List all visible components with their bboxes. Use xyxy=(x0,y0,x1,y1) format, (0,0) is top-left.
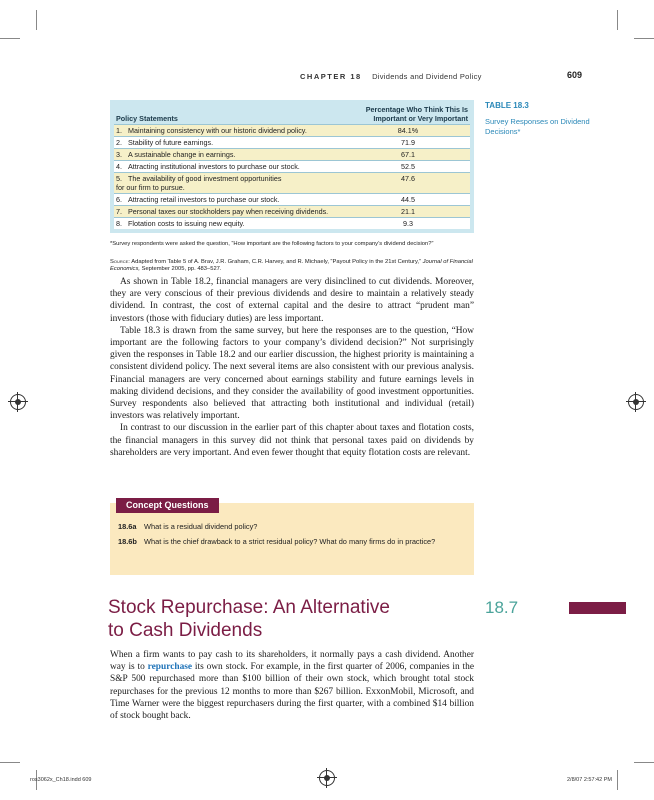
source-journal: Journal of Financial Economics, xyxy=(110,259,473,272)
row-number: 4. xyxy=(116,162,122,171)
row-number: 3. xyxy=(116,150,122,159)
section-number: 18.7 xyxy=(485,598,519,617)
print-slug-timestamp: 2/8/07 2:57:42 PM xyxy=(567,777,612,783)
table-header-row xyxy=(114,104,470,125)
table-row xyxy=(114,218,470,230)
table-row xyxy=(114,206,470,218)
print-slug-file: ros3062x_Ch18.indd 609 xyxy=(30,777,92,783)
row-number: 6. xyxy=(116,195,122,204)
percentage-cell: 67.1 xyxy=(346,149,470,161)
key-term: repurchase xyxy=(147,662,193,673)
question-text: What is the chief drawback to a strict residual policy? What do many firms do in practice? xyxy=(144,537,436,546)
registration-mark-icon xyxy=(628,394,644,410)
statement-cell xyxy=(114,137,346,149)
statement-cell xyxy=(114,149,346,161)
section-body xyxy=(110,649,474,722)
percentage-cell: 9.3 xyxy=(346,218,470,230)
percentage-cell: 47.6 xyxy=(346,173,470,194)
row-number: 1. xyxy=(116,126,122,135)
section-title-line2: to Cash Dividends xyxy=(108,620,263,641)
statement-text: The availability of good investment opportunities for our firm to pursue. xyxy=(116,174,282,192)
section-title-line1: Stock Repurchase: An Alternative xyxy=(108,597,390,618)
col-header-statements: Policy Statements xyxy=(114,104,346,125)
registration-mark-icon xyxy=(10,394,26,410)
body-text-block xyxy=(110,276,474,459)
source-end: September 2005, pp. 483–527. xyxy=(139,266,222,272)
statement-text: Maintaining consistency with our historic dividend policy. xyxy=(128,126,307,135)
row-number: 7. xyxy=(116,207,122,216)
crop-mark xyxy=(36,10,37,30)
statement-text: Personal taxes our stockholders pay when receiving dividends. xyxy=(128,207,329,216)
page-number: 609 xyxy=(567,70,583,80)
section-title xyxy=(108,596,468,642)
source-label: Source: xyxy=(110,259,130,265)
paragraph: Table 18.3 is drawn from the same survey, but here the responses are to the question, “How important are the following factors to your company’s dividend decision?” Not surprisingly given the responses in Table 18.2 and our earlier discussion, the highest priority is maintaining a consistent dividend policy. The next several items are also consistent with our previous analysis. Financial managers are very concerned about earnings stability and future earnings levels in making dividend decisions, and they consider the availability of good investment opportunities. Survey respondents also believed that attracting both institutional and individual (retail) investors was relatively important. xyxy=(110,325,474,422)
percentage-cell: 21.1 xyxy=(346,206,470,218)
concept-question-item xyxy=(118,537,468,547)
statement-cell xyxy=(114,173,346,194)
concept-questions-label: Concept Questions xyxy=(116,498,219,513)
table-footnote: *Survey respondents were asked the question, “How important are the following factors to your company’s dividend decision?” xyxy=(110,241,434,247)
row-number: 2. xyxy=(116,138,122,147)
crop-mark xyxy=(634,762,654,763)
percentage-cell: 84.1% xyxy=(346,125,470,137)
row-number: 8. xyxy=(116,219,122,228)
registration-mark-icon xyxy=(319,770,335,786)
section-marker-bar xyxy=(569,602,626,614)
statement-text: Stability of future earnings. xyxy=(128,138,214,147)
question-text: What is a residual dividend policy? xyxy=(144,522,258,531)
statement-text: A sustainable change in earnings. xyxy=(128,150,236,159)
text-run: its own stock. For example, in the first quarter of 2006, companies in the S&P 500 repurchased more than $100 billion of their own stock, which brought total stock repurchases for the previous 12 months to more than $267 billion. ExxonMobil, Microsoft, and Time Warner were the biggest repurchasers during the first quarter, with a combined $14 billion of stock bought back. xyxy=(110,662,475,722)
statement-text: Flotation costs to issuing new equity. xyxy=(128,219,245,228)
paragraph: As shown in Table 18.2, financial managers are very disinclined to cut dividends. Moreover, they are very conscious of their previous dividends and desire to maintain a relatively steady dividend. In contrast, the cost of external capital and the desire to attract “prudent man” investors (those with fiduciary duties) are less important. xyxy=(110,277,474,324)
survey-table xyxy=(114,104,470,229)
table-source xyxy=(110,259,474,273)
statement-cell xyxy=(114,218,346,230)
table-caption-subtitle: Survey Responses on Dividend Decisions* xyxy=(485,117,590,136)
statement-cell xyxy=(114,161,346,173)
percentage-cell: 52.5 xyxy=(346,161,470,173)
source-text: Adapted from Table 5 of A. Brav, J.R. Graham, C.R. Harvey, and R. Michaely, “Payout Policy in the 21st Century,” xyxy=(129,259,423,265)
table-row xyxy=(114,161,470,173)
chapter-title: Dividends and Dividend Policy xyxy=(372,72,482,81)
statement-text: Attracting institutional investors to purchase our stock. xyxy=(128,162,300,171)
table-row xyxy=(114,125,470,137)
question-number: 18.6a xyxy=(118,522,137,531)
paragraph: In contrast to our discussion in the earlier part of this chapter about taxes and flotation costs, the financial managers in this survey did not think that personal taxes paid on dividends by shareholders are very important. And even fewer thought that equity flotation costs are relevant. xyxy=(110,423,474,458)
col-header-percentage-line1: Percentage Who Think This Is xyxy=(365,105,468,114)
statement-cell xyxy=(114,125,346,137)
statement-cell xyxy=(114,206,346,218)
crop-mark xyxy=(0,762,20,763)
col-header-percentage xyxy=(346,104,470,125)
table-row xyxy=(114,194,470,206)
table-caption-title: TABLE 18.3 xyxy=(485,101,529,110)
text-run: When a firm wants to pay cash to its shareholders, it normally pays a cash dividend. Another way is to xyxy=(110,650,474,673)
statement-cell xyxy=(114,194,346,206)
paragraph xyxy=(110,649,474,722)
concept-question-item xyxy=(118,522,468,532)
crop-mark xyxy=(617,770,618,790)
row-number: 5. xyxy=(116,174,122,183)
table-row xyxy=(114,149,470,161)
percentage-cell: 71.9 xyxy=(346,137,470,149)
table-row xyxy=(114,173,470,194)
chapter-label: CHAPTER 18 xyxy=(300,72,362,81)
percentage-cell: 44.5 xyxy=(346,194,470,206)
crop-mark xyxy=(634,38,654,39)
running-head xyxy=(300,72,482,81)
crop-mark xyxy=(617,10,618,30)
col-header-percentage-line2: Important or Very Important xyxy=(373,114,468,123)
statement-text: Attracting retail investors to purchase our stock. xyxy=(128,195,280,204)
crop-mark xyxy=(0,38,20,39)
table-row xyxy=(114,137,470,149)
question-number: 18.6b xyxy=(118,537,137,546)
